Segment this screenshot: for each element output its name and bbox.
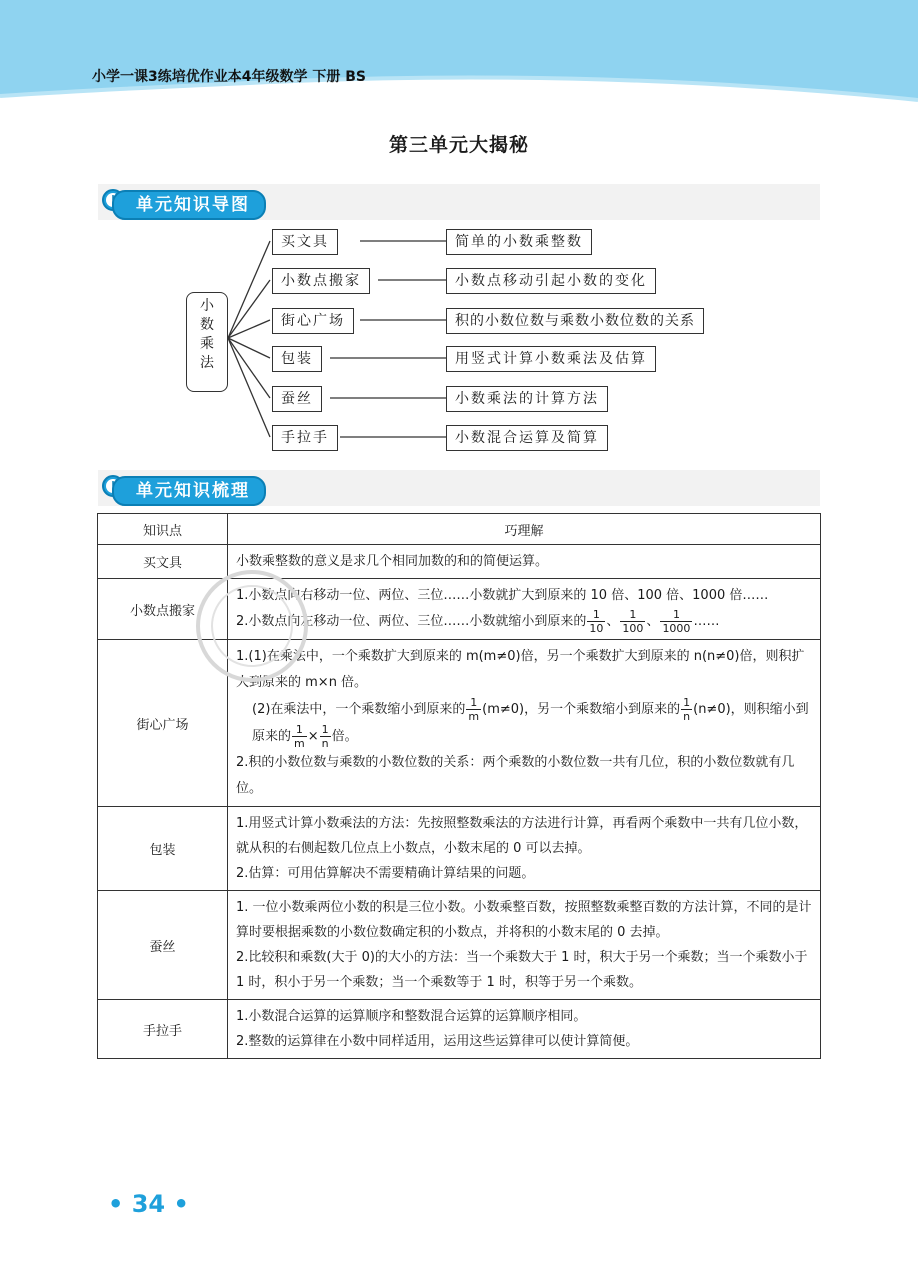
row-content: 1.(1)在乘法中，一个乘数扩大到原来的 m(m≠0)倍，另一个乘数扩大到原来的 n(n≠0)倍，则积扩大到原来的 m×n 倍。 (2)在乘法中，一个乘数缩小到原来的 $\frac{1}{m}$ (m≠0)，另一个乘数缩小到原来的 $\frac{1}{n}$ (n≠0)，则积缩小到原来的 $\frac{1}{m}$ × $\frac{1}{n}$ 倍。 2.积的小数位数与乘数的小数位数的关系：两个乘数的小数位数一共有几位，积的小数位数就有几位。 — [228, 640, 821, 807]
row-content: 1.用竖式计算小数乘法的方法：先按照整数乘法的方法进行计算，再看两个乘数中一共有几位小数，就从积的右侧起数几位点上小数点，小数末尾的 0 可以去掉。 2.估算：可用估算解决不需要精确计算结果的问题。 — [228, 807, 821, 891]
branch-topic: 买文具 — [272, 229, 338, 255]
col-understanding: 巧理解 — [228, 514, 821, 545]
watermark-stamp — [192, 566, 312, 686]
book-title: 小学一课3练培优作业本4年级数学 下册 BS — [92, 69, 366, 85]
row-topic: 街心广场 — [98, 640, 228, 807]
row-topic: 蚕丝 — [98, 891, 228, 1000]
col-knowledge-point: 知识点 — [98, 514, 228, 545]
review-banner — [98, 470, 820, 506]
table-row — [98, 891, 821, 1000]
branch-topic: 小数点搬家 — [272, 268, 370, 294]
row-content: 1. 一位小数乘两位小数的积是三位小数。小数乘整百数，按照整数乘整百数的方法计算，不同的是计算时要根据乘数的小数位数确定积的小数点，并将积的小数末尾的 0 去掉。 2.比较积和乘数(大于 0)的大小的方法：当一个乘数大于 1 时，积大于另一个乘数；当一个乘数小于 1 时，积小于另一个乘数；当一个乘数等于 1 时，积等于另一个乘数。 — [228, 891, 821, 1000]
branch-content: 简单的小数乘整数 — [446, 229, 592, 255]
branch-topic: 街心广场 — [272, 308, 354, 334]
row-content: 1.小数混合运算的运算顺序和整数混合运算的运算顺序相同。 2.整数的运算律在小数中同样适用，运用这些运算律可以使计算简便。 — [228, 1000, 821, 1059]
row-topic: 买文具 — [98, 545, 228, 579]
table-header-row — [98, 514, 821, 545]
row-topic: 手拉手 — [98, 1000, 228, 1059]
page-number: • 34 • — [108, 1190, 189, 1218]
mind-map-root: 小 数 乘 法 — [186, 292, 228, 392]
table-row — [98, 1000, 821, 1059]
page-title: 第三单元大揭秘 — [388, 134, 529, 156]
branch-content: 小数乘法的计算方法 — [446, 386, 608, 412]
branch-content: 小数点移动引起小数的变化 — [446, 268, 656, 294]
branch-topic: 蚕丝 — [272, 386, 322, 412]
branch-content: 用竖式计算小数乘法及估算 — [446, 346, 656, 372]
row-content: 小数乘整数的意义是求几个相同加数的和的简便运算。 — [228, 545, 821, 579]
row-topic: 包装 — [98, 807, 228, 891]
table-row — [98, 807, 821, 891]
branch-content: 小数混合运算及简算 — [446, 425, 608, 451]
row-content: 1.小数点向右移动一位、两位、三位……小数就扩大到原来的 10 倍、100 倍、1000 倍…… 2.小数点向左移动一位、两位、三位……小数就缩小到原来的 $\frac{1}{10}$ 、 $\frac{1}{100}$ 、 $\frac{1}{1000}$ …… — [228, 579, 821, 640]
row-topic: 小数点搬家 — [98, 579, 228, 640]
branch-content: 积的小数位数与乘数小数位数的关系 — [446, 308, 704, 334]
mind-map-label: 单元知识导图 — [112, 190, 266, 220]
branch-topic: 包装 — [272, 346, 322, 372]
review-label: 单元知识梳理 — [112, 476, 266, 506]
branch-topic: 手拉手 — [272, 425, 338, 451]
